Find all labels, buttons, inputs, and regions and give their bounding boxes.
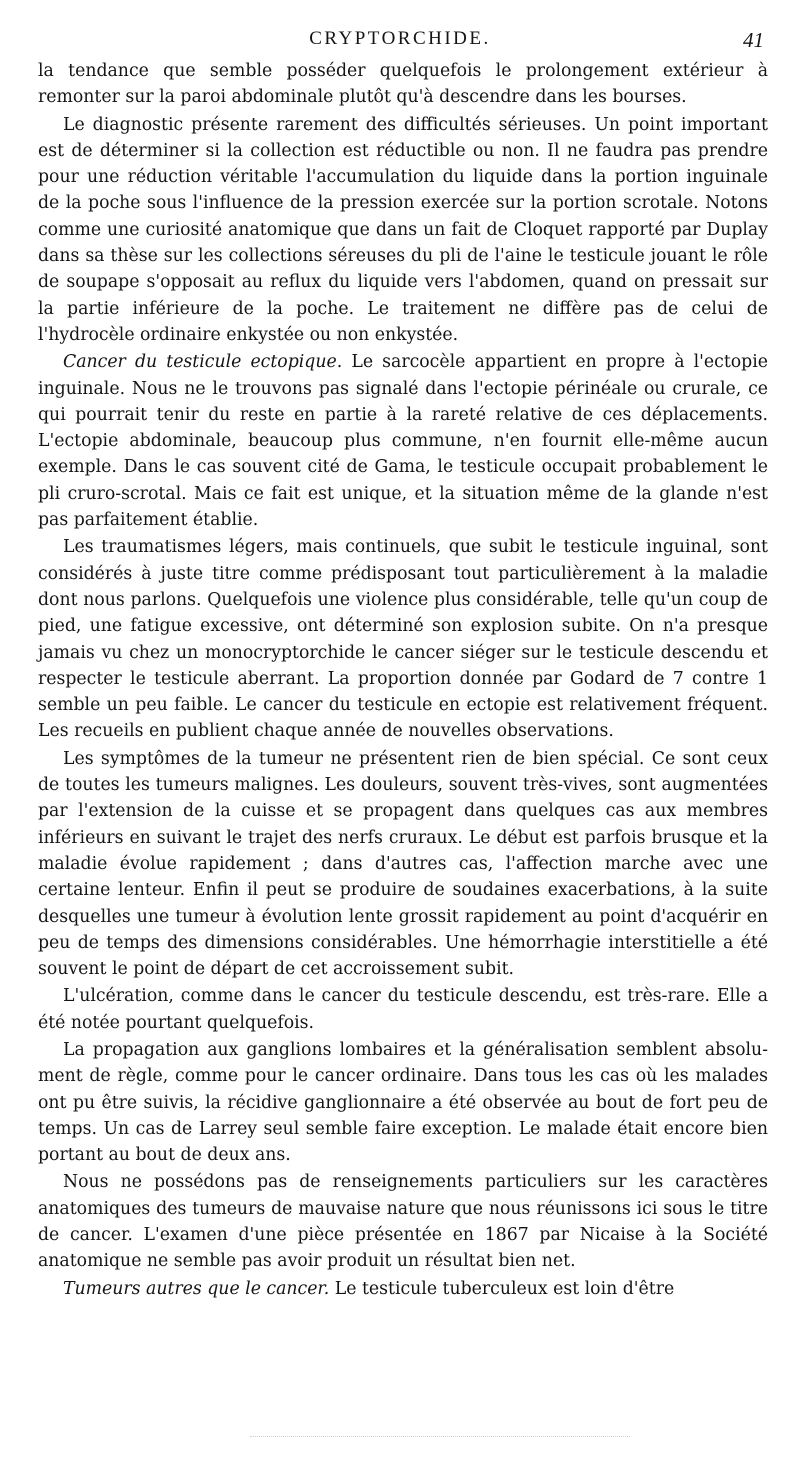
paragraph-text: la tendance que semble posséder quelquefois le prolongement extérieur à remonter sur la paroi abdominale plutôt qu'à descendre dans les bourses.	[38, 61, 768, 108]
page-number: 41	[743, 28, 764, 52]
paragraph	[38, 983, 768, 1036]
paragraph-text: Le sarcocèle appartient en propre à l'ectopie inguinale. Nous ne le trouvons pas signalé dans l'ectopie périnéale ou crurale, ce qui pourrait tenir du reste en partie à la rareté relative de ces déplacements. L'ectopie abdominale, beaucoup plus commune, n'en fournit elle-même aucun exemple. Dans le cas souvent cité de Gama, le testicule occupait probablement le pli cruro-scrotal. Mais ce fait est unique, et la situation même de la glande n'est pas parfaitement établie.	[38, 352, 768, 531]
print-artifact	[250, 1436, 630, 1445]
page-header	[0, 28, 800, 58]
paragraph-text: Le diagnostic présente rarement des difficultés sérieuses. Un point important est de déterminer si la collection est réductible ou non. Il ne faudra pas prendre pour une réduction véritable l'accumulation du liquide dans la portion inguinale de la poche sous l'influence de la pression exercée sur la portion scrotale. Notons comme une curiosité anatomique que dans un fait de Cloquet rapporté par Duplay dans sa thèse sur les collections séreuses du pli de l'aine le testicule jouant le rôle de soupape s'opposait au reflux du liquide vers l'abdomen, quand on pressait sur la partie inférieure de la poche. Le traitement ne diffère pas de celui de l'hydrocèle ordinaire enkystée ou non enkystée.	[38, 114, 768, 345]
paragraph-text: Nous ne possédons pas de renseignements particuliers sur les caractères anatomiques des tumeurs de mauvaise nature que nous réunissons ici sous le titre de cancer. L'examen d'une pièce présentée en 1867 par Nicaise à la Société anatomique ne semble pas avoir produit un résultat bien net.	[38, 1172, 768, 1272]
paragraph	[38, 58, 768, 111]
paragraph	[38, 112, 768, 349]
section-lead: Tumeurs autres que le cancer.	[63, 1278, 330, 1299]
paragraph-text: La propagation aux ganglions lombaires et la généralisation semblent absolument de règle, comme pour le cancer ordinaire. Dans tous les cas où les malades ont pu être suivis, la récidive ganglionnaire a été observée au bout de fort peu de temps. Un cas de Larrey seul semble faire exception. Le malade était encore bien portant au bout de deux ans.	[38, 1039, 768, 1166]
paragraph-text: L'ulcération, comme dans le cancer du testicule descendu, est très-rare. Elle a été notée pourtant quelquefois.	[38, 986, 768, 1033]
running-title: CRYPTORCHIDE.	[309, 28, 491, 49]
paragraph	[38, 1276, 768, 1302]
paragraph-text: Les traumatismes légers, mais continuels, que subit le testicule inguinal, sont considérés à juste titre comme prédisposant tout particulièrement à la maladie dont nous parlons. Quelquefois une violence plus considérable, telle qu'un coup de pied, une fatigue excessive, ont déterminé son explosion subite. On n'a presque jamais vu chez un monocryptorchide le cancer siéger sur le testicule descendu et respecter le testicule aberrant. La proportion donnée par Godard de 7 contre 1 semble un peu faible. Le cancer du testicule en ectopie est relativement fréquent. Les recueils en publient chaque année de nouvelles observations.	[38, 537, 768, 742]
paragraph	[38, 1037, 768, 1168]
paragraph	[38, 349, 768, 533]
paragraph-text: Les symptômes de la tumeur ne présentent rien de bien spécial. Ce sont ceux de toutes les tumeurs malignes. Les douleurs, souvent très-vives, sont augmentées par l'extension de la cuisse et se propagent dans quelques cas aux membres inférieurs en suivant le trajet des nerfs cruraux. Le début est parfois brusque et la maladie évolue rapidement ; dans d'autres cas, l'affection marche avec une certaine lenteur. Enfin il peut se produire de soudaines exacerbations, à la suite desquelles une tumeur à évolution lente grossit rapidement au point d'acquérir en peu de temps des dimensions considérables. Une hémorrhagie interstitielle a été souvent le point de départ de cet accroissement subit.	[38, 748, 768, 980]
section-lead: Cancer du testicule ectopique.	[63, 352, 343, 373]
paragraph-text: Le testicule tuberculeux est loin d'être	[334, 1278, 675, 1299]
paragraph	[38, 746, 768, 983]
paragraph	[38, 1169, 768, 1274]
body-text	[38, 58, 768, 1302]
paragraph	[38, 534, 768, 744]
